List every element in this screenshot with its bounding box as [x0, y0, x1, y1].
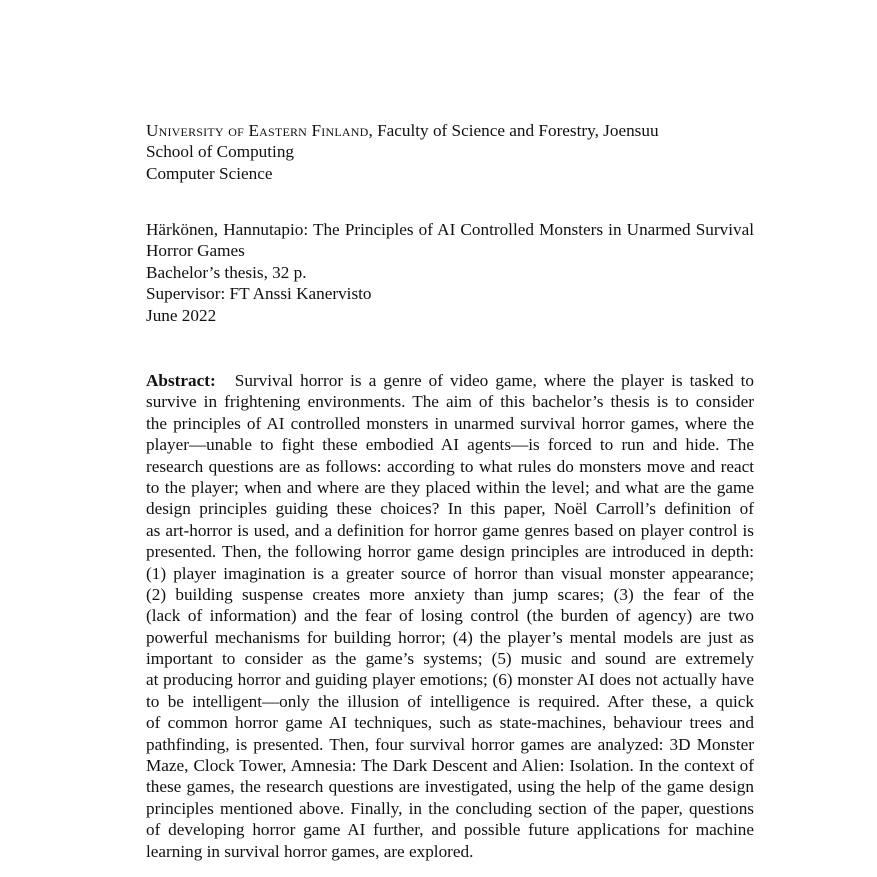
school-name: School of Computing — [146, 142, 295, 162]
thesis-supervisor: Supervisor: FT Anssi Kanervisto — [146, 284, 372, 304]
abstract-text: Survival horror is a genre of video game, where the player is tasked to — [234, 371, 754, 390]
abstract-line: research questions are as follows: according to what rules do monsters move and react — [146, 456, 754, 476]
thesis-metadata — [146, 219, 754, 326]
university-line — [146, 120, 754, 141]
abstract-label: Abstract: — [146, 371, 216, 390]
abstract-line: player—unable to fight these embodied AI agents—is forced to run and hide. The — [146, 435, 754, 455]
abstract-line: important to consider as the game’s systems; (5) music and sound are extremely — [146, 649, 754, 669]
thesis-title-line-2: Horror Games — [146, 241, 245, 261]
abstract-line: Maze, Clock Tower, Amnesia: The Dark Descent and Alien: Isolation. In the context of — [146, 756, 754, 776]
abstract-line: these games, the research questions are investigated, using the help of the game design — [146, 777, 754, 797]
abstract-line: to be intelligent—only the illusion of intelligence is required. After these, a quick — [146, 691, 754, 711]
thesis-date: June 2022 — [146, 305, 217, 325]
abstract-line — [146, 370, 754, 391]
abstract-line: as art-horror is used, and a definition for horror game genres based on player control is — [146, 520, 754, 540]
abstract-line: presented. Then, the following horror game design principles are introduced in depth: — [146, 542, 754, 562]
abstract-line: of developing horror game AI further, and possible future applications for machine — [146, 820, 754, 840]
department-name: Computer Science — [146, 163, 273, 183]
abstract-line: to the player; when and where are they placed within the level; and what are the game — [146, 477, 754, 497]
abstract-line: of common horror game AI techniques, such as state-machines, behaviour trees and — [146, 713, 754, 733]
thesis-type: Bachelor’s thesis, 32 p. — [146, 262, 307, 282]
university-name: University of Eastern Finland — [146, 121, 369, 140]
abstract-line: at producing horror and guiding player emotions; (6) monster AI does not actually have — [146, 670, 754, 690]
abstract-line: survive in frightening environments. The aim of this bachelor’s thesis is to consider — [146, 392, 754, 412]
abstract-line: design principles guiding these choices? In this paper, Noël Carroll’s definition of — [146, 499, 754, 519]
abstract-line: (1) player imagination is a greater source of horror than visual monster appearance; — [146, 563, 754, 583]
abstract-section — [146, 370, 754, 862]
abstract-line: (2) building suspense creates more anxiety than jump scares; (3) the fear of the — [146, 584, 754, 604]
institution-header — [146, 120, 754, 184]
thesis-title-line-1: Härkönen, Hannutapio: The Principles of AI Controlled Monsters in Unarmed Survival — [146, 220, 754, 239]
abstract-line: pathfinding, is presented. Then, four survival horror games are analyzed: 3D Monster — [146, 734, 754, 754]
abstract-line: (lack of information) and the fear of losing control (the burden of agency) are two — [146, 606, 754, 626]
abstract-line: learning in survival horror games, are explored. — [146, 841, 474, 861]
faculty-name: , Faculty of Science and Forestry, Joensuu — [368, 121, 659, 140]
abstract-line: powerful mechanisms for building horror; (4) the player’s mental models are just as — [146, 627, 754, 647]
abstract-line: the principles of AI controlled monsters in unarmed survival horror games, where the — [146, 413, 754, 433]
abstract-line: principles mentioned above. Finally, in the concluding section of the paper, questions — [146, 798, 754, 818]
